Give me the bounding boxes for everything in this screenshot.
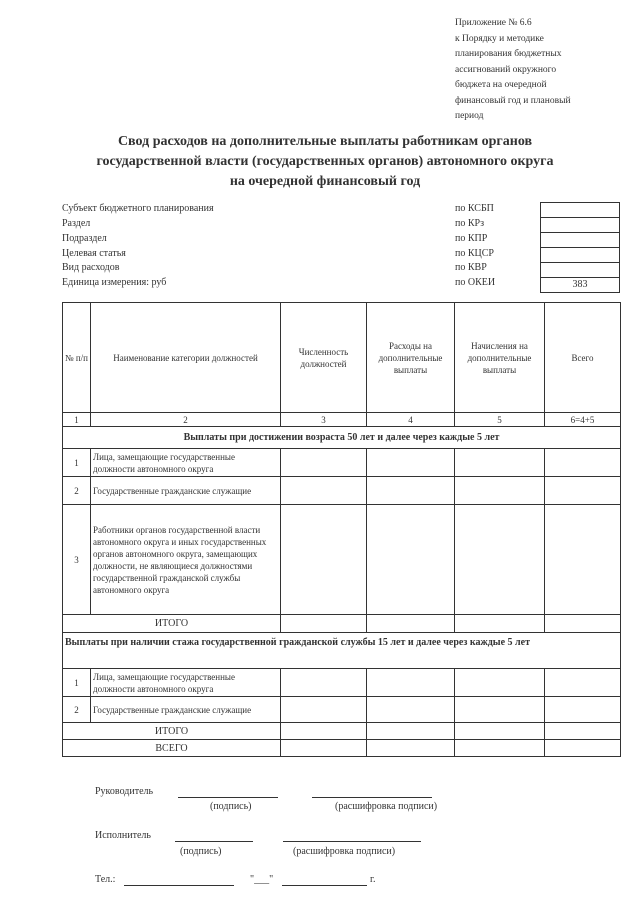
section-2-title: Выплаты при наличии стажа государственной гражданской службы 15 лет и далее через каждые 5 лет: [63, 633, 621, 669]
title-line-2: государственной власти (государственных органов) автономного округа: [96, 154, 554, 169]
column-number: 3: [281, 413, 367, 427]
header-total: Всего: [545, 303, 621, 413]
column-number: 4: [367, 413, 455, 427]
cell-total[interactable]: [545, 505, 621, 615]
meta-label-subsection: Подраздел: [62, 233, 107, 244]
row-number: 2: [63, 697, 91, 723]
cell-count[interactable]: [281, 740, 367, 757]
subtotal-label: ИТОГО: [63, 615, 281, 633]
document-title: [40, 132, 610, 192]
row-number: 2: [63, 477, 91, 505]
row-number: 1: [63, 669, 91, 697]
section-title-row: [63, 427, 621, 449]
executor-decode-line[interactable]: [283, 841, 421, 842]
code-value-field[interactable]: [541, 203, 619, 218]
cell-total[interactable]: [545, 669, 621, 697]
cell-expenses[interactable]: [367, 697, 455, 723]
cell-expenses[interactable]: [367, 477, 455, 505]
phone-line[interactable]: [124, 885, 234, 886]
cell-count[interactable]: [281, 477, 367, 505]
row-category: Лица, замещающие государственные должности автономного округа: [91, 449, 281, 477]
subtotal-row: [63, 723, 621, 740]
signature-caption: (подпись): [180, 846, 222, 857]
appendix-line: ассигнований окружного: [455, 64, 557, 75]
cell-count[interactable]: [281, 697, 367, 723]
column-number: 5: [455, 413, 545, 427]
appendix-line: финансовый год и плановый: [455, 95, 571, 106]
cell-accruals[interactable]: [455, 615, 545, 633]
appendix-line: бюджета на очередной: [455, 80, 547, 90]
subtotal-label: ИТОГО: [63, 723, 281, 740]
code-value-field[interactable]: 383: [572, 279, 588, 290]
column-number: 2: [91, 413, 281, 427]
table-row: [63, 669, 621, 697]
signature-caption: (подпись): [210, 801, 252, 812]
appendix-line: к Порядку и методике: [455, 33, 544, 44]
cell-accruals[interactable]: [455, 740, 545, 757]
head-label: Руководитель: [95, 786, 154, 797]
row-category: Лица, замещающие государственные должности автономного округа: [91, 669, 281, 697]
meta-code-okei: по ОКЕИ: [455, 277, 496, 288]
meta-label-expense-type: Вид расходов: [62, 262, 120, 273]
cell-count[interactable]: [281, 723, 367, 740]
appendix-line: планирования бюджетных: [455, 49, 562, 59]
cell-accruals[interactable]: [455, 669, 545, 697]
column-numbers-row: [63, 413, 621, 427]
cell-expenses[interactable]: [367, 723, 455, 740]
header-number: № п/п: [63, 303, 91, 413]
title-line-3: на очередной финансовый год: [229, 174, 421, 189]
cell-total[interactable]: [545, 615, 621, 633]
executor-signature-line[interactable]: [175, 841, 253, 842]
cell-total[interactable]: [545, 740, 621, 757]
codes-box: [540, 202, 620, 293]
phone-label: Тел.:: [95, 874, 116, 885]
meta-label-section: Раздел: [62, 218, 91, 229]
executor-label: Исполнитель: [95, 830, 151, 841]
code-value-field[interactable]: [541, 218, 619, 233]
cell-total[interactable]: [545, 477, 621, 505]
appendix-line: период: [455, 111, 484, 121]
cell-expenses[interactable]: [367, 505, 455, 615]
meta-code-kvr: по КВР: [455, 262, 487, 273]
meta-label-unit: Единица измерения: руб: [62, 277, 167, 288]
cell-expenses[interactable]: [367, 615, 455, 633]
code-value-field[interactable]: [541, 248, 619, 263]
grand-total-row: [63, 740, 621, 757]
title-line-1: Свод расходов на дополнительные выплаты работникам органов: [117, 134, 533, 149]
cell-accruals[interactable]: [455, 477, 545, 505]
table-header-row: [63, 303, 621, 413]
meta-code-ksbp: по КСБП: [455, 203, 494, 214]
cell-count[interactable]: [281, 505, 367, 615]
table-row: [63, 505, 621, 615]
date-month-line[interactable]: [282, 885, 367, 886]
cell-expenses[interactable]: [367, 449, 455, 477]
meta-code-kcsr: по КЦСР: [455, 248, 494, 259]
table-row: [63, 449, 621, 477]
cell-expenses[interactable]: [367, 669, 455, 697]
cell-accruals[interactable]: [455, 449, 545, 477]
head-decode-line[interactable]: [312, 797, 432, 798]
cell-accruals[interactable]: [455, 697, 545, 723]
grand-total-label: ВСЕГО: [63, 740, 281, 757]
table-row: [63, 477, 621, 505]
appendix-note: [455, 16, 625, 125]
header-expenses: Расходы на дополнительные выплаты: [367, 303, 455, 413]
subtotal-row: [63, 615, 621, 633]
decode-caption: (расшифровка подписи): [335, 801, 438, 812]
row-category: Государственные гражданские служащие: [91, 477, 281, 505]
decode-caption: (расшифровка подписи): [293, 846, 396, 857]
row-category: Работники органов государственной власти автономного округа и иных государственных органов автономного округа, замещающих должности, не являющиеся должностями государственной гражданской службы автономного округа: [91, 505, 281, 615]
head-signature-line[interactable]: [178, 797, 278, 798]
cell-total[interactable]: [545, 449, 621, 477]
date-day[interactable]: "___": [250, 874, 274, 885]
cell-count[interactable]: [281, 669, 367, 697]
column-number: 1: [63, 413, 91, 427]
header-accruals: Начисления на дополнительные выплаты: [455, 303, 545, 413]
year-suffix: г.: [370, 874, 376, 885]
code-value-field[interactable]: [541, 263, 619, 278]
header-count: Численность должностей: [281, 303, 367, 413]
cell-total[interactable]: [545, 697, 621, 723]
cell-expenses[interactable]: [367, 740, 455, 757]
cell-count[interactable]: [281, 449, 367, 477]
section-1-title: Выплаты при достижении возраста 50 лет и далее через каждые 5 лет: [63, 427, 621, 449]
cell-accruals[interactable]: [455, 505, 545, 615]
row-number: 1: [63, 449, 91, 477]
meta-code-kpr: по КПР: [455, 233, 488, 244]
meta-label-subject: Субъект бюджетного планирования: [62, 203, 214, 214]
row-category: Государственные гражданские служащие: [91, 697, 281, 723]
meta-label-target: Целевая статья: [62, 248, 126, 259]
expenses-table: [62, 302, 621, 757]
cell-accruals[interactable]: [455, 723, 545, 740]
code-value-field[interactable]: [541, 233, 619, 248]
section-title-row: [63, 633, 621, 669]
cell-count[interactable]: [281, 615, 367, 633]
meta-code-krz: по КРз: [455, 218, 485, 229]
column-number: 6=4+5: [545, 413, 621, 427]
appendix-line: Приложение № 6.6: [455, 18, 532, 28]
cell-total[interactable]: [545, 723, 621, 740]
header-category: Наименование категории должностей: [91, 303, 281, 413]
table-row: [63, 697, 621, 723]
row-number: 3: [63, 505, 91, 615]
